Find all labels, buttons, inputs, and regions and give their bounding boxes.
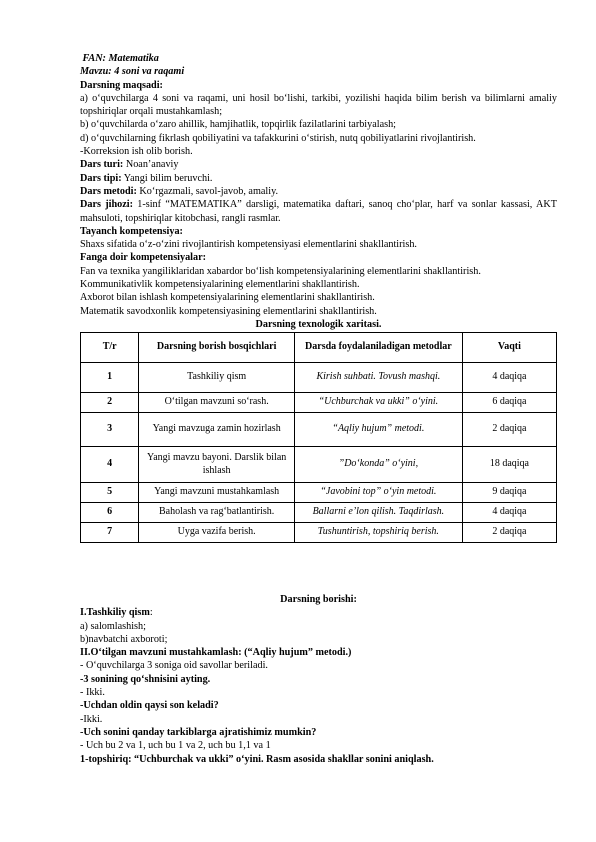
row-stage: Tashkiliy qism [139,363,295,393]
table-title: Darsning texnologik xaritasi. [255,318,382,330]
row-method: “Uchburchak va ukki” o‘yini. [294,393,462,413]
lesson-method-label: Dars metodi: [80,185,137,197]
competence-information: Axborot bilan ishlash kompetensiyalarining elementlarini shakllantirish. [80,292,375,304]
table-row [81,447,557,483]
goal-correction: -Korreksion ish olib borish. [80,146,193,158]
lesson-type-value: Noan’anaviy [123,159,179,171]
lesson-equipment-label: Dars jihozi: [80,199,133,211]
lesson-equipment-value: 1-sinf “MATEMATIKA” darsligi, matematika daftari, sanoq cho‘plar, harf va sonlar kassasi, AKT mahsuloti, topshiriqlar kitobchasi, rangli rasmlar. [80,199,557,224]
row-number: 5 [81,483,139,503]
organizational-label: I.Tashkiliy qism [80,607,150,619]
row-time: 9 daqiqa [462,483,556,503]
row-number: 3 [81,413,139,447]
lesson-type [80,158,557,171]
header-stages: Darsning borish bosqichlari [139,333,295,363]
table-row [81,503,557,523]
row-time: 2 daqiqa [462,523,556,543]
subject-competence-heading: Fanga doir kompetensiyalar: [80,252,207,264]
lesson-method-value: Ko‘rgazmali, savol-javob, amaliy. [136,185,279,197]
question-2: -Uchdan oldin qaysi son keladi? [80,700,219,712]
lesson-kind [80,172,557,185]
row-number: 7 [81,523,139,543]
row-time: 4 daqiqa [462,363,556,393]
table-row [81,363,557,393]
header-number: T/r [81,333,139,363]
core-competence-heading: Tayanch kompetensiya: [80,225,183,237]
review-heading: II.O‘tilgan mavzuni mustahkamlash: (“Aqliy hujum” metodi.) [80,647,352,659]
subject-line [80,52,557,65]
row-number: 6 [81,503,139,523]
goal-d: d) o‘quvchilarning fikrlash qobiliyatini va tafakkurini o‘stirish, nutq qobiliyatlarini rivojlantirish. [80,132,476,144]
goal-a: a) o‘quvchilarga 4 soni va raqami, uni hosil bo‘lishi, tarkibi, yozilishi haqida bilim berish va bilimlarni amaliy topshiriqlar orqali mustahkamlash; [80,92,557,118]
core-competence-text: Shaxs sifatida o‘z-o‘zini rivojlantirish kompetensiyasi elementlarini shakllantirish. [80,239,417,251]
competence-math: Matematik savodxonlik kompetensiyasining elementlarini shakllantirish. [80,305,377,317]
lesson-type-label: Dars turi: [80,159,124,171]
row-stage: Yangi mavzuga zamin hozirlash [139,413,295,447]
lesson-equipment [80,198,557,225]
organizational-item-a: a) salomlashish; [80,620,146,632]
subject-competence-text: Fan va texnika yangiliklaridan xabardor bo‘lish kompetensiyalarining elementlarini shakllantirish. [80,265,481,277]
procedure-title: Darsning borishi: [280,594,357,605]
topic-line: Mavzu: 4 soni va raqami [80,66,185,78]
table-row [81,393,557,413]
row-method: Tushuntirish, topshiriq berish. [294,523,462,543]
header-time: Vaqti [462,333,556,363]
question-1: -3 sonining qo‘shnisini ayting. [80,673,211,685]
table-row [81,483,557,503]
row-method: Ballarni e’lon qilish. Taqdirlash. [294,503,462,523]
row-method: “Javobini top” o‘yin metodi. [294,483,462,503]
row-stage: Yangi mavzuni mustahkamlash [139,483,295,503]
task-1: 1-topshiriq: “Uchburchak va ukki” o‘yini. Rasm asosida shakllar sonini aniqlash. [80,753,434,765]
row-time: 2 daqiqa [462,413,556,447]
answer-3: - Uch bu 2 va 1, uch bu 1 va 2, uch bu 1,1 va 1 [80,740,271,752]
table-row [81,523,557,543]
row-number: 2 [81,393,139,413]
tech-map-table [80,332,557,543]
competence-communication: Kommunikativlik kompetensiyalarining elementlarini shakllantirish. [80,279,360,291]
lesson-kind-label: Dars tipi: [80,172,122,184]
table-header-row [81,333,557,363]
organizational-heading [80,606,557,619]
table-row [81,413,557,447]
row-stage: Yangi mavzu bayoni. Darslik bilan ishlash [139,447,295,483]
organizational-colon: : [149,607,153,619]
review-intro: - O‘quvchilarga 3 soniga oid savollar beriladi. [80,660,268,672]
row-time: 18 daqiqa [462,447,556,483]
row-method: “Aqliy hujum” metodi. [294,413,462,447]
lesson-procedure [80,593,557,766]
lesson-method [80,185,557,198]
row-number: 4 [81,447,139,483]
row-stage: Uyga vazifa berish. [139,523,295,543]
row-method: Kirish suhbati. Tovush mashqi. [294,363,462,393]
row-time: 6 daqiqa [462,393,556,413]
question-3: -Uch sonini qanday tarkiblarga ajratishimiz mumkin? [80,726,317,738]
subject-text: FAN: Matematika [82,53,159,64]
lesson-plan [80,52,557,543]
goals-heading: Darsning maqsadi: [80,79,163,91]
row-number: 1 [81,363,139,393]
row-stage: Baholash va rag‘batlantirish. [139,503,295,523]
answer-1: - Ikki. [80,687,105,699]
lesson-kind-value: Yangi bilim beruvchi. [121,172,213,184]
answer-2: -Ikki. [80,713,103,725]
goal-b: b) o‘quvchilarda o‘zaro ahillik, hamjihatlik, topqirlik fazilatlarini tarbiyalash; [80,119,396,131]
row-time: 4 daqiqa [462,503,556,523]
organizational-item-b: b)navbatchi axboroti; [80,633,168,645]
row-stage: O‘tilgan mavzuni so‘rash. [139,393,295,413]
row-method: ”Do‘konda” o‘yini, [294,447,462,483]
header-methods: Darsda foydalaniladigan metodlar [294,333,462,363]
